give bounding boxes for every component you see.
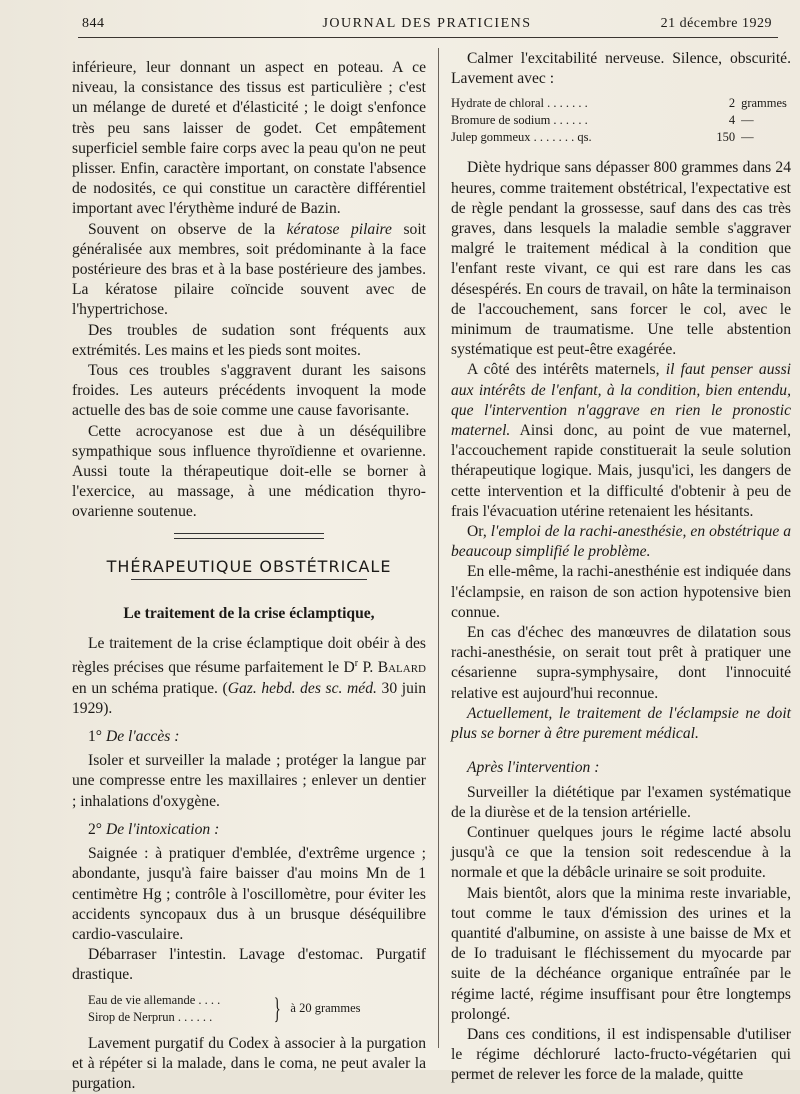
paragraph: Lavement purgatif du Codex à associer à la purgation et à répéter si la malade, dans le coma, ne peut avaler la purgation.	[72, 1034, 426, 1092]
paragraph: Mais bientôt, alors que la minima reste invariable, tout comme le taux d'émission des urines et la quantité d'albumine, on assiste à une baisse de Mx et de Io traduisant le fléchissement du myocarde par suite de la déchéance organique entraînée par le régime lacté, régime insuffisant pour être longtemps prolongé.	[451, 884, 791, 1023]
title-underline	[131, 579, 367, 580]
paragraph: Surveiller la diététique par l'examen systématique de la diurèse et de la tension artérielle.	[451, 783, 791, 821]
recipe-row: Julep gommeux . . . . . . . qs. 150 —	[451, 130, 754, 145]
header-rule	[78, 37, 778, 38]
section-title: THÉRAPEUTIQUE OBSTÉTRICALE	[106, 556, 392, 576]
sedative-recipe	[451, 95, 791, 146]
journal-title: JOURNAL DES PRATICIENS	[322, 16, 532, 31]
recipe-item: Eau de vie allemande . . . .	[88, 992, 221, 1007]
recipe-row: Bromure de sodium . . . . . . 4 —	[451, 113, 754, 128]
left-column	[72, 58, 426, 1094]
step-heading: Après l'intervention :	[467, 759, 600, 777]
paragraph: Dans ces conditions, il est indispensable d'utiliser le régime déchloruré lacto-fructo-végétarien qui permet de relever les force de la malade, quitte	[451, 1025, 791, 1084]
paragraph: Souvent on observe de la kératose pilaire soit généralisée aux membres, soit prédominante à la face postérieure des bras et à la base postérieure des jambes. La kératose pilaire coïncide souvent avec de l'hypertrichose.	[72, 220, 426, 319]
paragraph: inférieure, leur donnant un aspect en poteau. A ce niveau, la consistance des tissus est particulière ; c'est un mélange de dureté et d'élasticité ; le doigt s'enfonce très peu sans laisser de godet. Cet empâtement superficiel semble faire corps avec la peau qu'on ne peut plisser. Enfin, caractère important, on constate l'absence de nodosités, ce qui constitue un caractère différentiel important avec l'érythème induré de Bazin.	[72, 59, 426, 218]
paragraph: Calmer l'excitabilité nerveuse. Silence, obscurité. Lavement avec :	[451, 50, 791, 88]
page-header	[82, 12, 772, 34]
brace-symbol: }	[273, 991, 281, 1025]
paragraph: Des troubles de sudation sont fréquents aux extrémités. Les mains et les pieds sont moites.	[72, 321, 426, 359]
paragraph: En elle-même, la rachi-anesthénie est indiquée dans l'éclampsie, en raison de son action hypotensive bien connue.	[451, 563, 791, 621]
paragraph: En cas d'échec des manœuvres de dilatation sous rachi-anesthésie, on serait tout prêt à pratiquer une césarienne supra-symphysaire, dont l'innocuité relative est aujourd'hui reconnue.	[451, 624, 791, 702]
page-number: 844	[82, 16, 105, 31]
subsection-title: Le traitement de la crise éclamptique,	[123, 604, 375, 622]
paragraph: Actuellement, le traitement de l'éclampsie ne doit plus se borner à être purement médical.	[451, 704, 791, 743]
issue-date: 21 décembre 1929	[660, 16, 772, 31]
step-heading: 1° De l'accès :	[88, 728, 180, 746]
paragraph: Diète hydrique sans dépasser 800 grammes dans 24 heures, comme traitement obstétrical, l'expectative est de règle pendant la grossesse, sauf dans des cas très graves, dans lesquels la maladie semble s'aggraver malgré le traitement médical à la condition que l'enfant reste vivant, ce qui est rare dans les cas désespérés. En cours de travail, on hâte la terminaison de l'accouchement, sans forcer le col, avec le minimum de traumatisme. Une telle abstention systématique est peut-être exagérée.	[451, 159, 791, 359]
paragraph: Continuer quelques jours le régime lacté absolu jusqu'à ce que la tension soit redescendue à la normale et que la débâcle urinaire se soit produite.	[451, 823, 791, 882]
paragraph: Le traitement de la crise éclamptique doit obéir à des règles précises que résume parfaitement le $D^r$ P. Balard en un schéma pratique. (Gaz. hebd. des sc. méd. 30 juin 1929).	[72, 635, 426, 717]
purgative-recipe	[88, 992, 426, 1026]
paragraph: Or, l'emploi de la rachi-anesthésie, en obstétrique a beaucoup simplifié le problème.	[451, 523, 791, 561]
section-separator	[174, 533, 324, 539]
paragraph: A côté des intérêts maternels, il faut penser aussi aux intérêts de l'enfant, à la condition, bien entendu, que l'intervention n'aggrave en rien le pronostic maternel. Ainsi donc, au point de vue maternel, l'accouchement rapide constituerait la seule solution thérapeutique logique. Mais, jusqu'ici, les dangers de cette intervention et la difficulté d'obtenir à peu de frais l'évacuation utérine retenaient les hésitants.	[451, 361, 791, 520]
paragraph: Débarraser l'intestin. Lavage d'estomac. Purgatif drastique.	[72, 946, 426, 984]
column-divider	[438, 48, 439, 1048]
paragraph: Cette acrocyanose est due à un déséquilibre sympathique sous influence thyroïdienne et ovarienne. Aussi toute la thérapeutique doit-elle se borner à l'exercice, au massage, à une médication thyro-ovarienne soutenue.	[72, 422, 426, 521]
right-column	[451, 49, 791, 1086]
paragraph: Isoler et surveiller la malade ; protéger la langue par une compresse entre les maxillaires ; enlever un dentier ; inhalations d'oxygène.	[72, 752, 426, 810]
paragraph: Saignée : à pratiquer d'emblée, d'extrême urgence ; abondante, jusqu'à faire baisser d'au moins Mn de 1 centimètre Hg ; contrôle à l'oscillomètre, pour éviter les accidents syncopaux dus à un brusque déséquilibre cardio-vasculaire.	[72, 845, 426, 943]
recipe-row: Hydrate de chloral . . . . . . . 2 grammes	[451, 96, 787, 111]
step-heading: 2° De l'intoxication :	[88, 820, 220, 838]
recipe-dose: à 20 grammes	[290, 1001, 361, 1016]
recipe-item: Sirop de Nerprun . . . . . .	[88, 1009, 213, 1024]
paragraph: Tous ces troubles s'aggravent durant les saisons froides. Les auteurs précédents invoquent la mode actuelle des bas de soie comme une cause favorisante.	[72, 362, 426, 420]
